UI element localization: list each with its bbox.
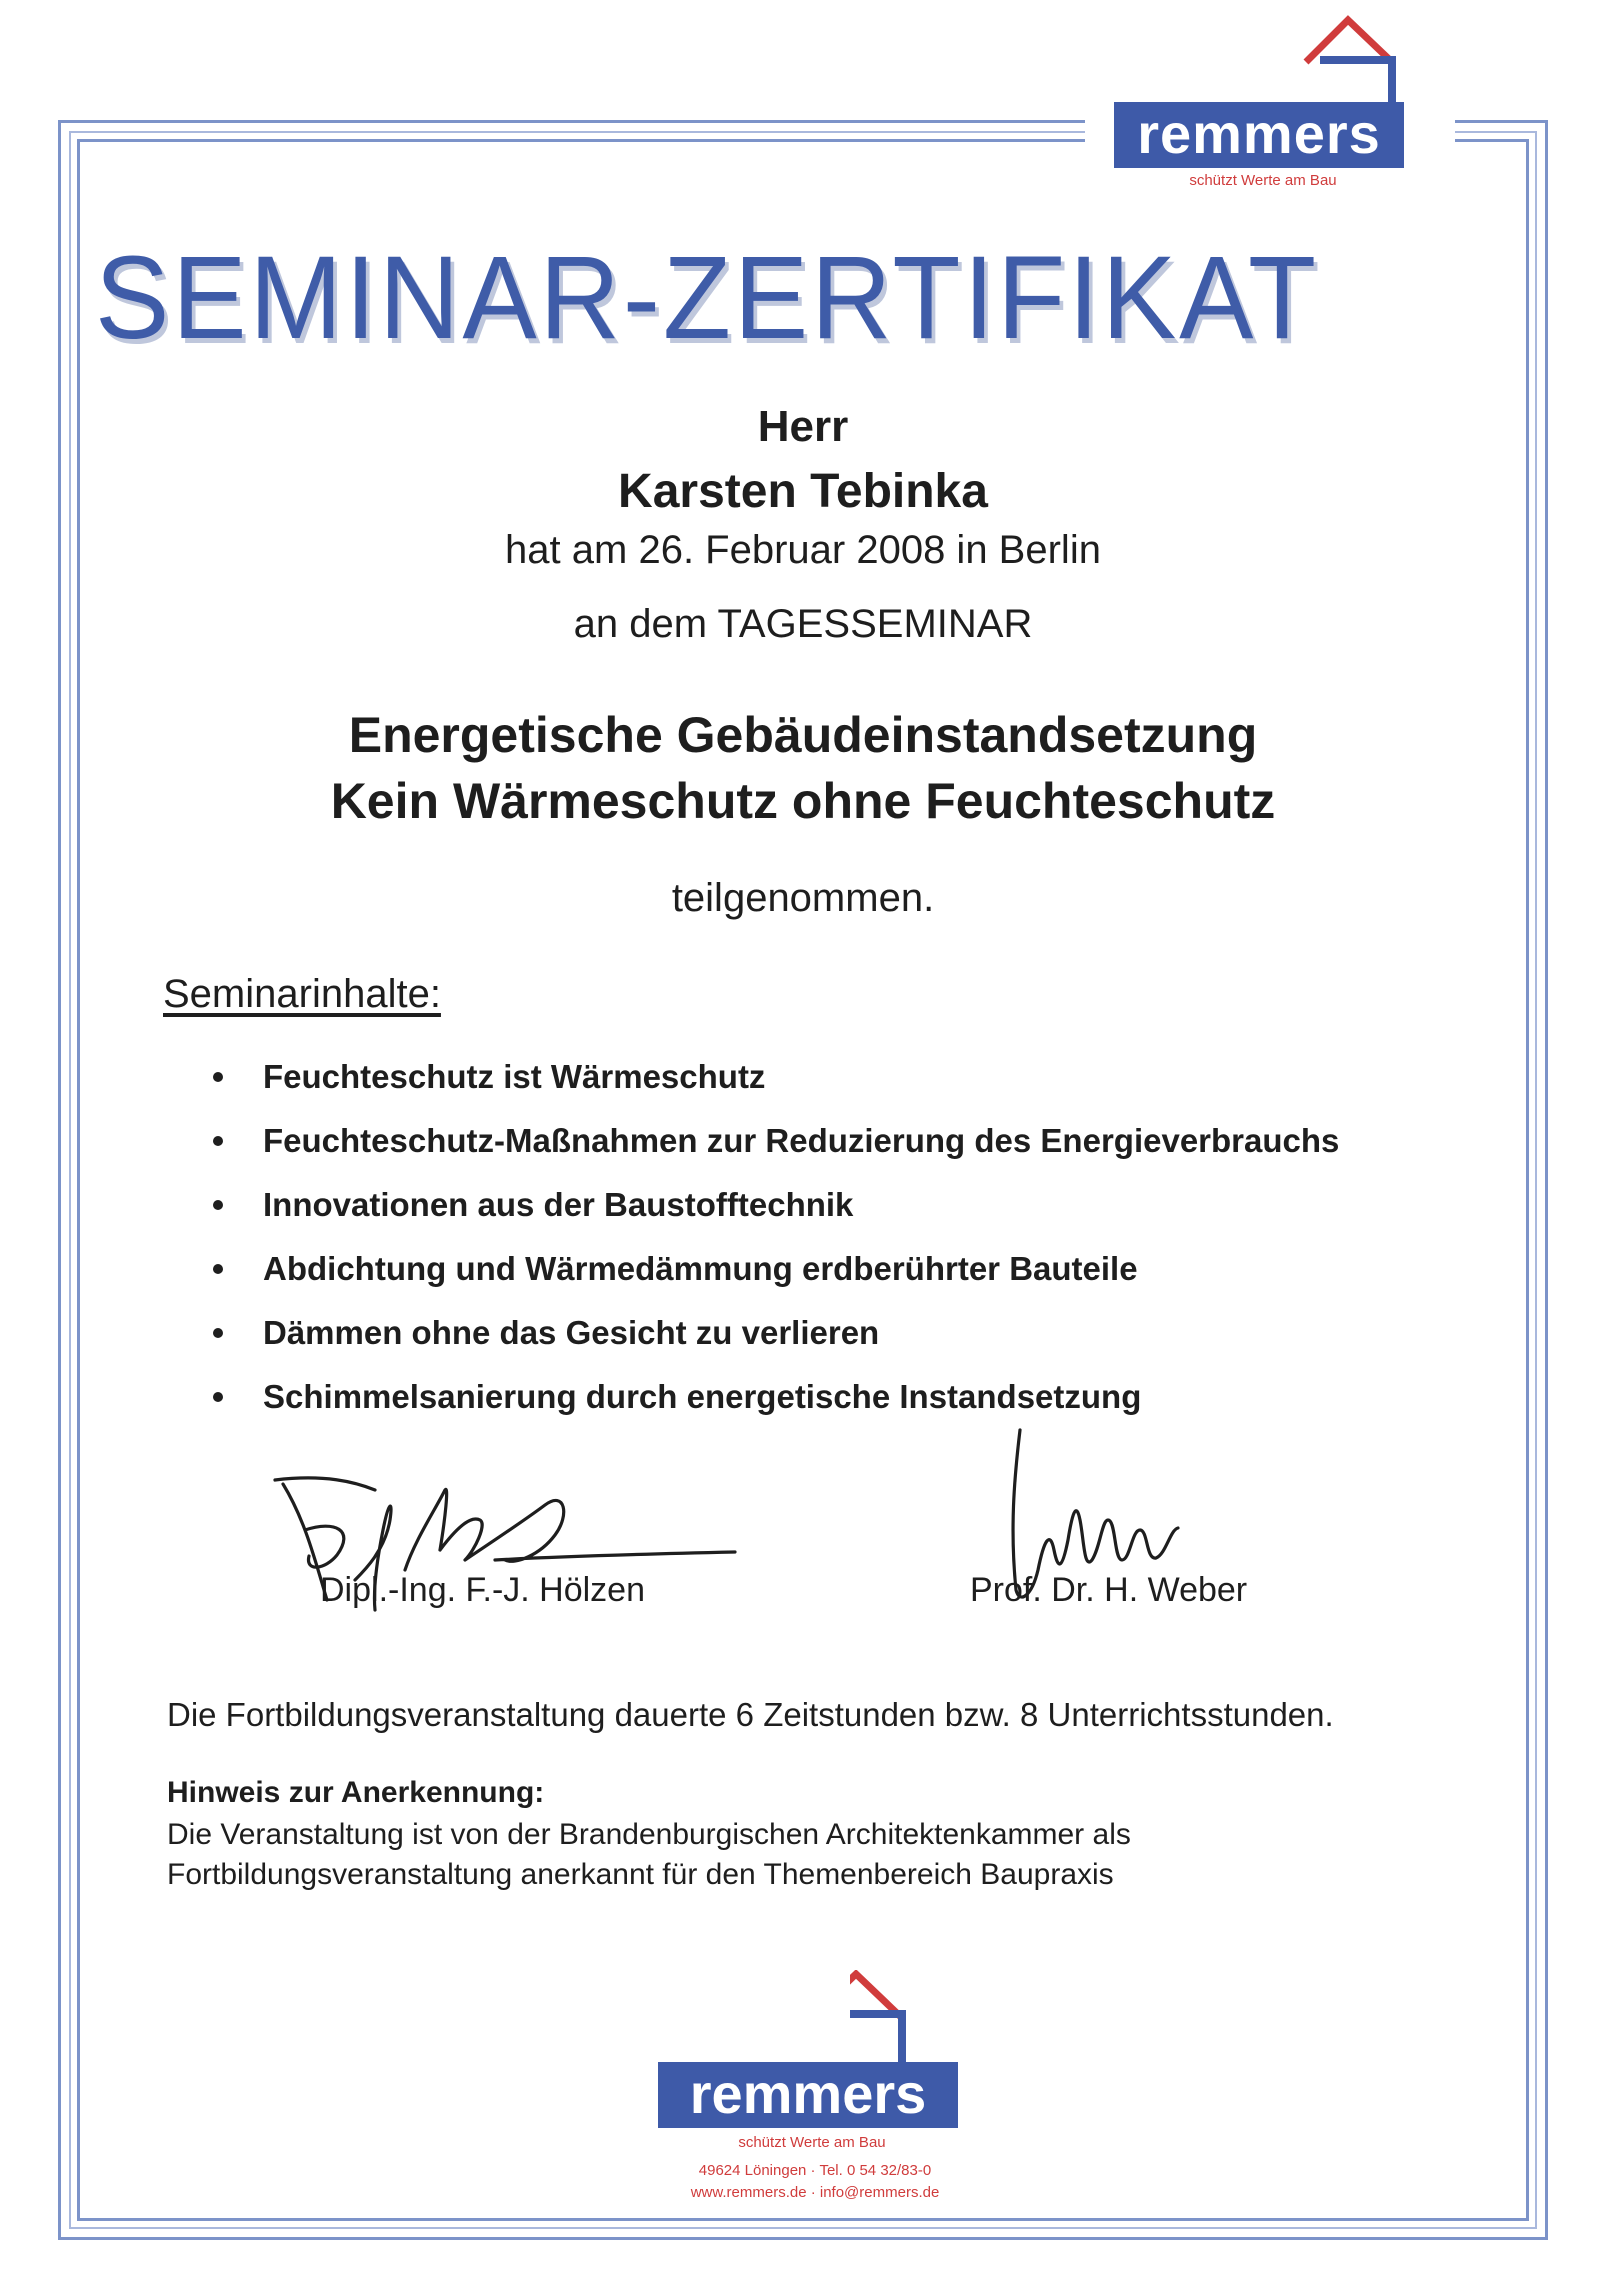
list-item xyxy=(213,1314,1339,1378)
company-web-contact: www.remmers.de · info@remmers.de xyxy=(690,2184,940,2201)
participant-name: Karsten Tebinka xyxy=(618,465,988,518)
bullet-icon xyxy=(213,1200,223,1210)
list-item-label: Abdichtung und Wärmedämmung erdberührter Bauteile xyxy=(263,1250,1138,1287)
seminar-title-line-2: Kein Wärmeschutz ohne Feuchteschutz xyxy=(330,773,1276,829)
list-item xyxy=(213,1058,1339,1122)
remmers-logo-top xyxy=(1100,14,1440,194)
recognition-line-1: Die Veranstaltung ist von der Brandenburgischen Architektenkammer als xyxy=(167,1818,1131,1851)
brand-wordmark: remmers xyxy=(1114,102,1404,168)
list-item xyxy=(213,1186,1339,1250)
bullet-icon xyxy=(213,1136,223,1146)
participated-line: teilgenommen. xyxy=(671,876,935,920)
list-item-label: Dämmen ohne das Gesicht zu verlieren xyxy=(263,1314,880,1351)
list-item xyxy=(213,1250,1339,1314)
brand-tagline: schützt Werte am Bau xyxy=(1189,172,1337,189)
list-item-label: Feuchteschutz-Maßnahmen zur Reduzierung des Energieverbrauchs xyxy=(263,1122,1340,1159)
list-item-label: Schimmelsanierung durch energetische Instandsetzung xyxy=(263,1378,1142,1415)
contents-heading: Seminarinhalte: xyxy=(163,972,441,1016)
brand-wordmark: remmers xyxy=(658,2062,958,2128)
certificate-title: SEMINAR-ZERTIFIKAT xyxy=(95,232,1320,364)
company-address: 49624 Löningen · Tel. 0 54 32/83-0 xyxy=(698,2162,932,2179)
remmers-logo-bottom xyxy=(650,1970,990,2220)
list-item-label: Innovationen aus der Baustofftechnik xyxy=(263,1186,854,1223)
salutation: Herr xyxy=(757,402,849,451)
date-location-line: hat am 26. Februar 2008 in Berlin xyxy=(505,528,1101,572)
brand-tagline: schützt Werte am Bau xyxy=(738,2134,886,2151)
list-item xyxy=(213,1122,1339,1186)
bullet-icon xyxy=(213,1264,223,1274)
recognition-line-2: Fortbildungsveranstaltung anerkannt für den Themenbereich Baupraxis xyxy=(167,1858,1114,1891)
seminar-title-line-1: Energetische Gebäudeinstandsetzung xyxy=(348,707,1258,763)
bullet-icon xyxy=(213,1392,223,1402)
recognition-heading: Hinweis zur Anerkennung: xyxy=(167,1776,545,1809)
contents-list xyxy=(213,1058,1339,1442)
bullet-icon xyxy=(213,1328,223,1338)
bullet-icon xyxy=(213,1072,223,1082)
seminar-type-line: an dem TAGESSEMINAR xyxy=(573,602,1033,646)
list-item-label: Feuchteschutz ist Wärmeschutz xyxy=(263,1058,766,1095)
duration-statement: Die Fortbildungsveranstaltung dauerte 6 Zeitstunden bzw. 8 Unterrichtsstunden. xyxy=(167,1696,1334,1733)
signer-name-right: Prof. Dr. H. Weber xyxy=(970,1571,1248,1609)
signer-name-left: Dipl.-Ing. F.-J. Hölzen xyxy=(320,1571,645,1609)
